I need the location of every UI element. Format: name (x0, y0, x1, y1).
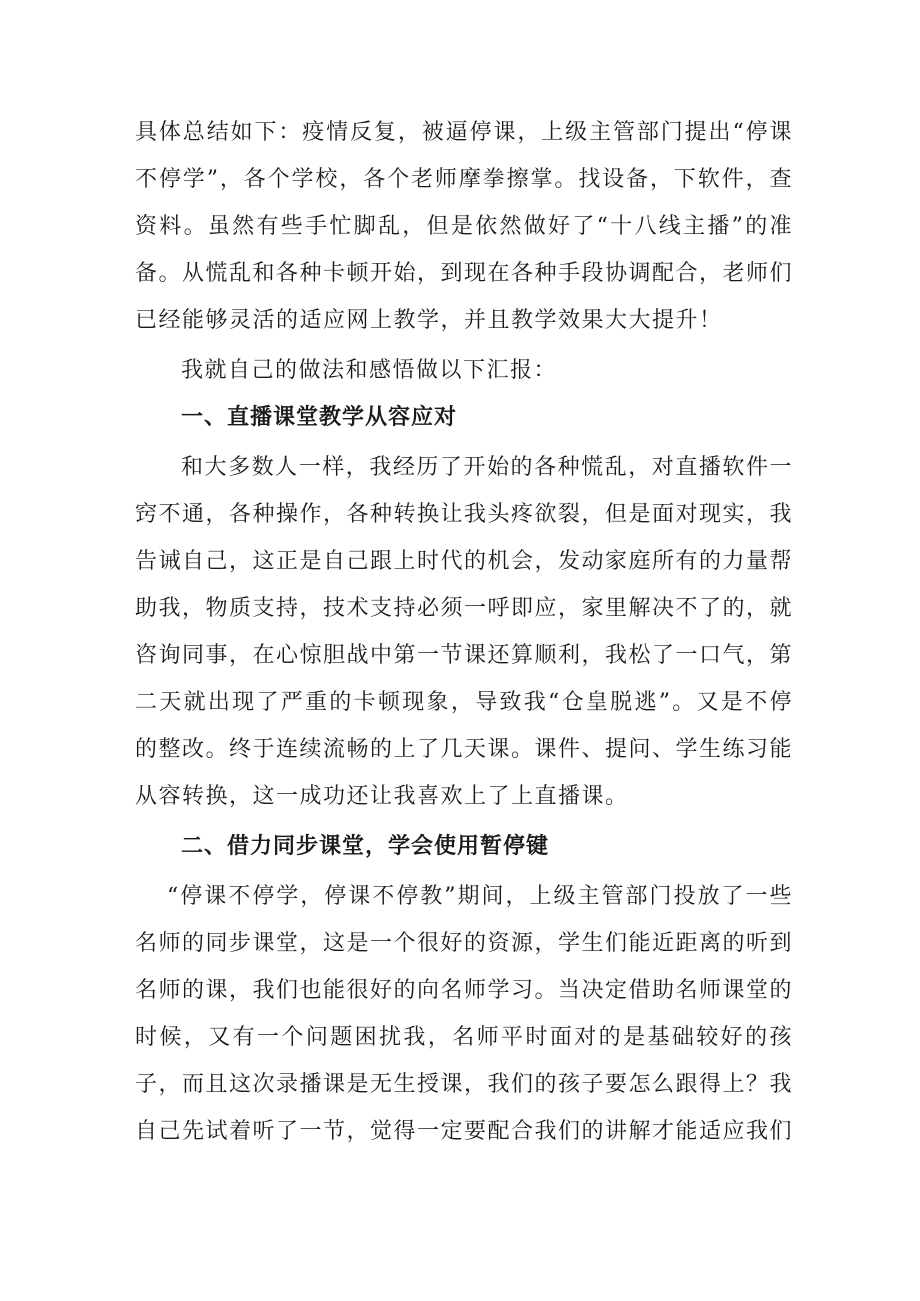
section-heading-2: 二、借力同步课堂，学会使用暂停键 (181, 834, 550, 859)
paragraph-report-intro: 我就自己的做法和感悟做以下汇报： (181, 358, 558, 383)
paragraph-section-2: “停课不停学，停课不停教”期间，上级主管部门投放了一些名师的同步课堂，这是一个很好的资源，学生们能近距离的听到名师的课，我们也能很好的向名师学习。当决定借助名师课堂的时候，又有一个问题困扰我，名师平时面对的是基础较好的孩子，而且这次录播课是无生授课，我们的孩子要怎么跟得上？我自己先试着听了一节，觉得一定要配合我们的讲解才能适应我们 (135, 884, 794, 1144)
paragraph-summary: 具体总结如下：疫情反复，被逼停课，上级主管部门提出“停课不停学”，各个学校，各个老师摩拳擦掌。找设备，下软件，查资料。虽然有些手忙脚乱，但是依然做好了“十八线主播”的准备。从慌乱和各种卡顿开始，到现在各种手段协调配合，老师们已经能够灵活的适应网上教学，并且教学效果大大提升！ (135, 120, 794, 333)
paragraph-section-1: 和大多数人一样，我经历了开始的各种慌乱，对直播软件一窍不通，各种操作，各种转换让我头疼欲裂，但是面对现实，我告诫自己，这正是自己跟上时代的机会，发动家庭所有的力量帮助我，物质支持，技术支持必须一呼即应，家里解决不了的，就咨询同事，在心惊胆战中第一节课还算顺利，我松了一口气，第二天就出现了严重的卡顿现象，导致我“仓皇脱逃”。又是不停的整改。终于连续流畅的上了几天课。课件、提问、学生练习能从容转换，这一成功还让我喜欢上了上直播课。 (135, 455, 794, 809)
section-heading-1: 一、直播课堂教学从容应对 (181, 405, 458, 430)
document-body (135, 109, 793, 1155)
